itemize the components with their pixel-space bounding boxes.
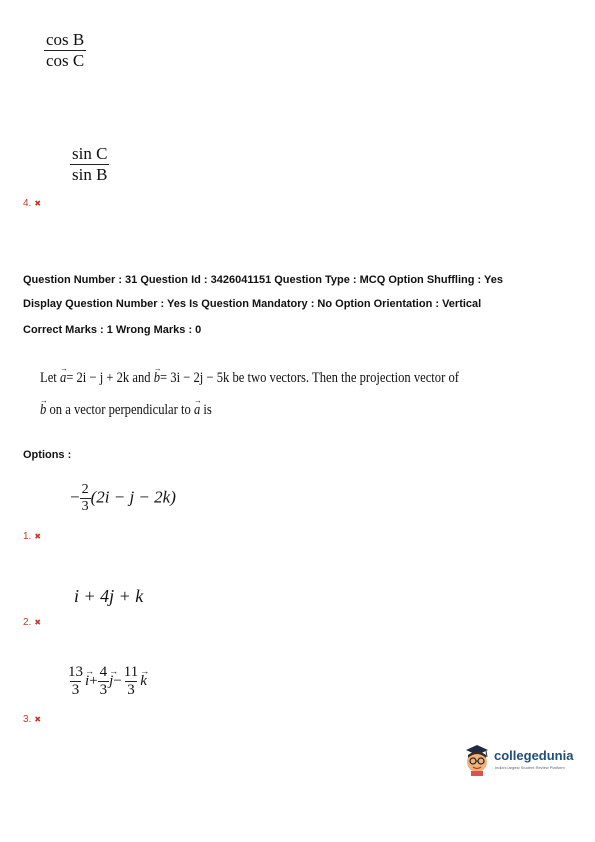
- option-3-formula[interactable]: [66, 664, 147, 699]
- options-label: Options :: [23, 449, 72, 461]
- fraction-numerator: 4: [99, 664, 108, 680]
- vector-i: → i: [85, 673, 89, 690]
- fraction-numerator: sin C: [72, 144, 108, 163]
- fraction-denominator: 3: [99, 682, 108, 698]
- option-1-body: (2i − j − 2k): [90, 487, 176, 507]
- mascot-icon: [462, 742, 492, 776]
- option-3-label: [23, 709, 41, 727]
- fraction-denominator: 3: [127, 682, 135, 698]
- cross-icon: ✖: [34, 532, 42, 541]
- cross-icon: ✖: [34, 618, 42, 627]
- plus-sign: +: [89, 672, 98, 689]
- fraction-numerator: cos B: [46, 30, 85, 49]
- logo-name: collegedunia: [494, 748, 574, 763]
- vector-k: → k: [140, 673, 147, 690]
- fraction-numerator: 13: [68, 664, 83, 680]
- minus-sign: −: [70, 487, 80, 507]
- stem-text: Let: [40, 370, 57, 386]
- fraction-denominator: cos C: [46, 51, 85, 70]
- option-number: 4.: [23, 198, 32, 209]
- stem-text: and: [132, 370, 151, 386]
- question-meta-line-2: Display Question Number : Yes Is Question Mandatory : No Option Orientation : Vertical: [23, 298, 482, 310]
- collegedunia-logo: [462, 742, 582, 780]
- vector-a: → a: [60, 370, 66, 387]
- option-number: 2.: [23, 617, 32, 628]
- fraction-numerator: 2: [81, 482, 89, 497]
- vector-b: → b: [40, 402, 46, 419]
- logo-tagline: India's largest Student Review Platform: [495, 765, 565, 770]
- vector-a-expression: = 2i − j + 2k: [66, 370, 130, 386]
- stem-text: is: [203, 402, 212, 418]
- prev-option-4-formula: [70, 144, 109, 185]
- option-2-label: [23, 612, 41, 630]
- prev-option-4-label: [23, 193, 41, 211]
- vector-b-expression: = 3i − 2j − 5k: [160, 370, 230, 386]
- vector-a: → a: [194, 402, 200, 419]
- option-2-formula[interactable]: i + 4j + k: [74, 586, 144, 606]
- question-meta-line-1: Question Number : 31 Question Id : 3426041151 Question Type : MCQ Option Shuffling : Yes: [23, 274, 504, 286]
- question-stem-line-1: [40, 370, 459, 387]
- prev-option-3-formula: [44, 30, 86, 71]
- option-1-label: [23, 526, 41, 544]
- fraction-denominator: 3: [71, 682, 80, 698]
- option-1-formula[interactable]: [70, 482, 176, 515]
- option-number: 1.: [23, 531, 32, 542]
- fraction-denominator: sin B: [72, 165, 108, 184]
- option-number: 3.: [23, 714, 32, 725]
- question-stem-line-2: [40, 402, 212, 419]
- question-meta-line-3: Correct Marks : 1 Wrong Marks : 0: [23, 324, 202, 336]
- cross-icon: ✖: [34, 199, 42, 208]
- vector-b: → b: [154, 370, 160, 387]
- stem-text: be two vectors. Then the projection vector of: [232, 370, 459, 386]
- fraction-denominator: 3: [81, 499, 89, 514]
- cross-icon: ✖: [34, 715, 42, 724]
- minus-sign: −: [113, 672, 122, 689]
- stem-text: on a vector perpendicular to: [49, 402, 191, 418]
- fraction-numerator: 11: [123, 664, 139, 680]
- vector-j: → j: [109, 673, 113, 690]
